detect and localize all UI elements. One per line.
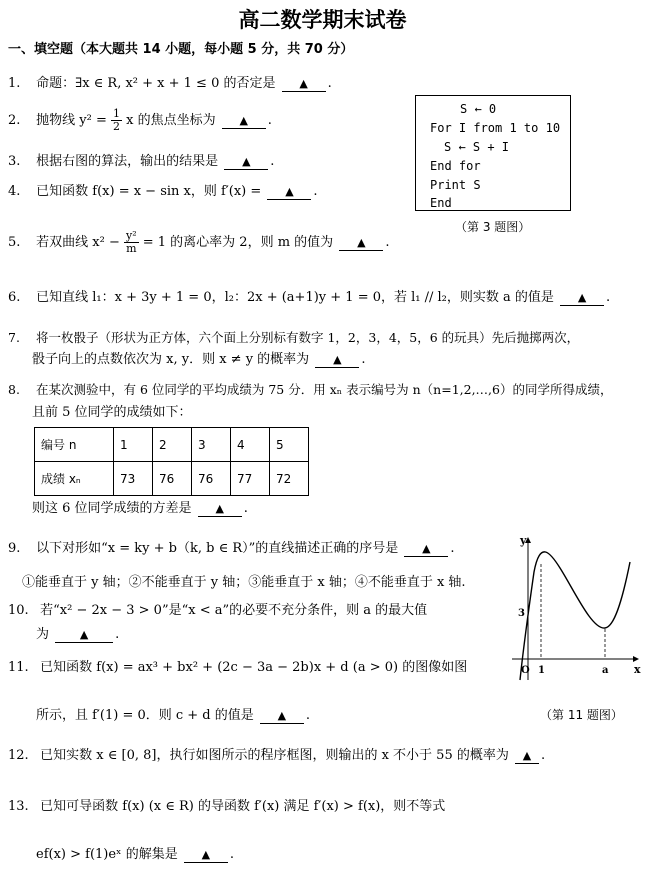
function-graph (512, 532, 642, 682)
question-4: 4. 已知函数 f(x) = x − sin x，则 f′(x) = ▲ . (8, 184, 318, 199)
answer-blank: ▲ (260, 708, 304, 724)
fraction: $\frac{\text{y²}}{m}$ (125, 229, 137, 255)
question-text: 若双曲线 x² − (36, 235, 120, 250)
question-number: 13. (8, 799, 29, 814)
fraction: $\frac{1}{2}$ (113, 107, 120, 133)
table-cell: 3 (192, 428, 231, 462)
table-cell: 4 (231, 428, 270, 462)
answer-blank: ▲ (339, 235, 383, 251)
question-text: 若“x² − 2x − 3 > 0”是“x < a”的必要不充分条件，则 a 的最大值 (40, 603, 428, 618)
question-number: 8. (8, 382, 20, 397)
algorithm-line: S ← 0 (460, 102, 497, 116)
score-table-wrap (34, 427, 309, 496)
graph-caption: （第 11 题图） (540, 708, 623, 722)
question-10-line2: 为 ▲ . (36, 627, 120, 642)
tick-label-1: 1 (538, 665, 545, 676)
question-number: 1. (8, 76, 21, 91)
table-header-cell: 编号 n (35, 428, 114, 462)
question-number: 4. (8, 184, 21, 199)
question-11-line2: 所示，且 f′(1) = 0．则 c + d 的值是 ▲ . (36, 708, 311, 723)
question-text: 命题：∃x ∈ R, x² + x + 1 ≤ 0 的否定是 (36, 76, 276, 91)
table-cell: 73 (114, 462, 153, 496)
answer-blank: ▲ (267, 184, 311, 200)
x-axis-label: x (634, 663, 641, 676)
question-text: 已知函数 f(x) = ax³ + bx² + (2c − 3a − 2b)x + d (a > 0) 的图像如图 (40, 660, 468, 675)
algorithm-line: End (430, 196, 452, 210)
algorithm-caption: （第 3 题图） (455, 220, 531, 234)
question-number: 2. (8, 113, 21, 128)
question-text: 已知实数 x ∈ [0, 8]，执行如图所示的程序框图，则输出的 x 不小于 55 的概率为 (40, 748, 509, 763)
question-number: 7. (8, 330, 20, 345)
answer-blank: ▲ (560, 290, 604, 306)
answer-blank: ▲ (55, 627, 113, 643)
answer-blank: ▲ (184, 847, 228, 863)
question-6: 6. 已知直线 l₁：x + 3y + 1 = 0，l₂：2x + (a+1)y + 1 = 0，若 l₁ // l₂，则实数 a 的值是 ▲ . (8, 290, 611, 305)
algorithm-line: For I from 1 to 10 (430, 121, 561, 135)
algorithm-box (415, 95, 571, 211)
question-13-line2: ef(x) > f(1)eˣ 的解集是 ▲ . (36, 847, 234, 862)
algorithm-line: Print S (430, 178, 481, 192)
question-text: 已知可导函数 f(x) (x ∈ R) 的导函数 f′(x) 满足 f′(x) > f(x)，则不等式 (40, 799, 446, 814)
table-cell: 77 (231, 462, 270, 496)
question-number: 12. (8, 748, 29, 763)
table-row (35, 428, 309, 462)
question-8-line3: 则这 6 位同学成绩的方差是 ▲ . (32, 501, 248, 516)
table-cell: 72 (270, 462, 309, 496)
question-7 (8, 328, 579, 346)
answer-blank: ▲ (282, 76, 326, 92)
table-header-cell: 成绩 xₙ (35, 462, 114, 496)
algorithm-line: S ← S + I (444, 140, 510, 154)
table-cell: 76 (153, 462, 192, 496)
question-number: 5. (8, 235, 21, 250)
table-cell: 2 (153, 428, 192, 462)
origin-label: O (521, 665, 530, 676)
y-axis-label: y (520, 534, 527, 547)
table-cell: 76 (192, 462, 231, 496)
question-7-line2: 骰子向上的点数依次为 x, y．则 x ≠ y 的概率为 ▲ . (32, 352, 366, 367)
tick-label-a: a (602, 665, 609, 676)
table-row (35, 462, 309, 496)
question-number: 3. (8, 154, 21, 169)
question-number: 11. (8, 660, 29, 675)
question-number: 9. (8, 541, 21, 556)
question-2: 2. 抛物线 y² = $\frac{1}{2}$ x 的焦点坐标为 ▲ . (8, 107, 272, 133)
question-text: 已知函数 f(x) = x − sin x，则 f′(x) = (36, 184, 262, 199)
question-8 (8, 380, 612, 398)
question-1: 1. 命题：∃x ∈ R, x² + x + 1 ≤ 0 的否定是 ▲ . (8, 76, 332, 91)
score-table (34, 427, 309, 496)
y-intercept-label: 3 (518, 608, 525, 619)
algorithm-line: End for (430, 159, 481, 173)
question-13 (8, 795, 445, 814)
question-text: 将一枚骰子（形状为正方体，六个面上分别标有数字 1，2，3，4，5，6 的玩具）先后抛掷两次， (35, 330, 580, 345)
question-9: 9. 以下对形如“x = ky + b（k, b ∈ R）”的直线描述正确的序号是 ▲ . (8, 541, 455, 556)
question-text: 抛物线 y² = (36, 113, 107, 128)
question-text: 已知直线 l₁：x + 3y + 1 = 0，l₂：2x + (a+1)y + 1 = 0，若 l₁ // l₂，则实数 a 的值是 (36, 290, 554, 305)
page-title: 高二数学期末试卷 (238, 8, 407, 32)
section-heading: 一、填空题（本大题共 14 小题，每小题 5 分，共 70 分） (8, 42, 354, 57)
question-text: 以下对形如“x = ky + b（k, b ∈ R）”的直线描述正确的序号是 (36, 541, 399, 556)
table-cell: 1 (114, 428, 153, 462)
answer-blank: ▲ (198, 501, 242, 517)
question-number: 6. (8, 290, 21, 305)
question-9-options: ①能垂直于 y 轴；②不能垂直于 y 轴；③能垂直于 x 轴；④不能垂直于 x 轴. (22, 575, 466, 590)
answer-blank: ▲ (515, 748, 539, 764)
answer-blank: ▲ (315, 352, 359, 368)
question-8-line2: 且前 5 位同学的成绩如下： (32, 405, 192, 420)
question-3: 3. 根据右图的算法，输出的结果是 ▲ . (8, 154, 275, 169)
question-5: 5. 若双曲线 x² − $\frac{\text{y²}}{m}$ = 1 的离心率为 2，则 m 的值为 ▲ . (8, 229, 390, 255)
question-text: 根据右图的算法，输出的结果是 (36, 154, 219, 169)
answer-blank: ▲ (224, 154, 268, 170)
question-number: 10. (8, 603, 29, 618)
answer-blank: ▲ (404, 541, 448, 557)
table-cell: 5 (270, 428, 309, 462)
question-10 (8, 599, 427, 618)
curve (520, 552, 630, 680)
answer-blank: ▲ (222, 113, 266, 129)
question-text: 在某次测验中，有 6 位同学的平均成绩为 75 分．用 xₙ 表示编号为 n（n=1,2,…,6）的同学所得成绩， (35, 382, 613, 397)
question-11 (8, 656, 467, 675)
question-12: 12. 已知实数 x ∈ [0, 8]，执行如图所示的程序框图，则输出的 x 不小于 55 的概率为 ▲ . (8, 748, 546, 763)
